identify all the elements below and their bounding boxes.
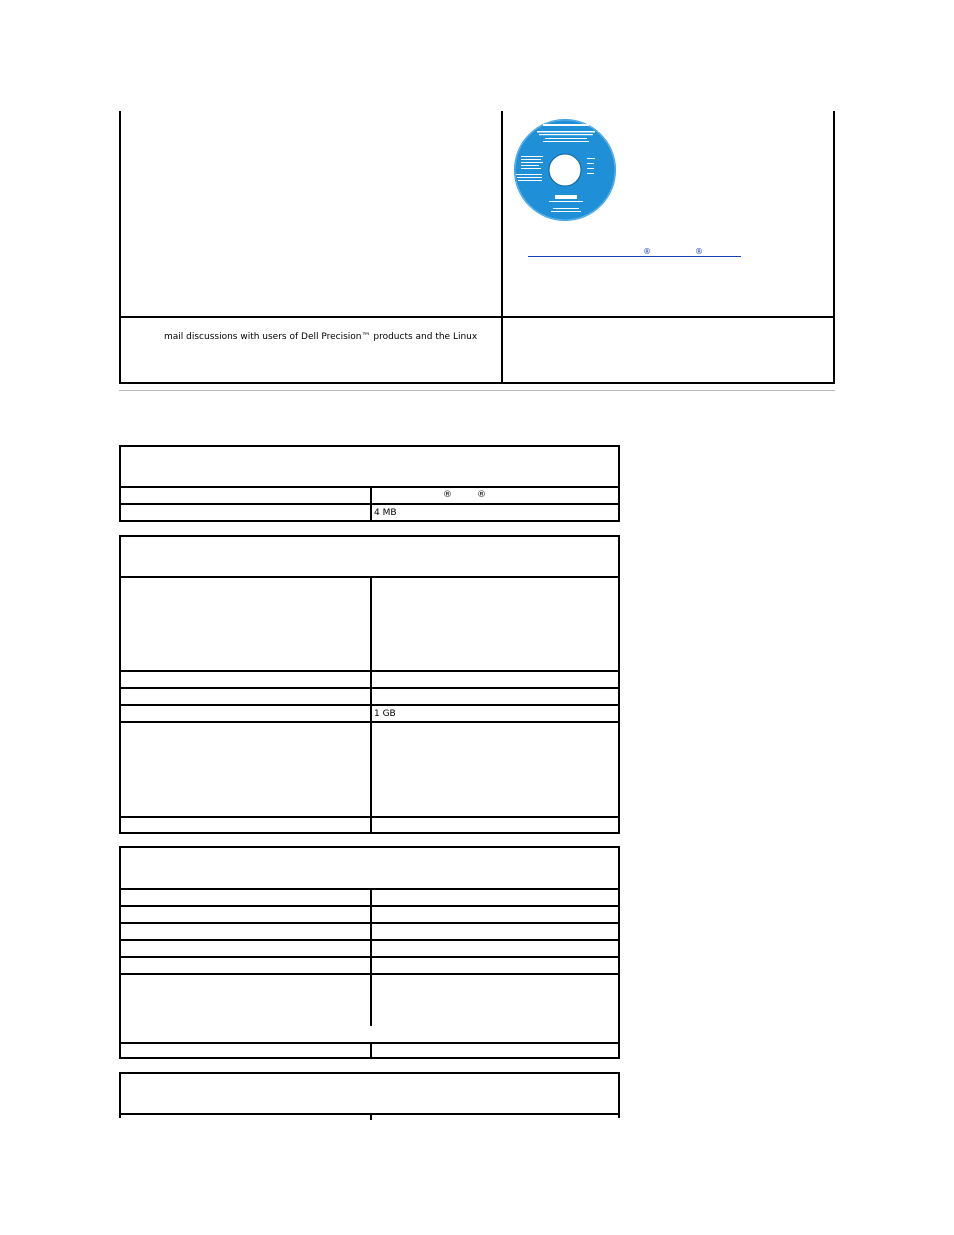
table-row (121, 1042, 618, 1059)
column-divider (370, 1044, 372, 1059)
specs-table-4 (119, 1072, 620, 1118)
column-divider (370, 578, 372, 672)
table-row (121, 816, 618, 834)
linux-mailing-list-text: mail discussions with users of Dell Precision™ products and the Linux (164, 332, 478, 342)
memory-table (119, 535, 620, 834)
section-divider (119, 390, 835, 391)
column-divider (370, 1115, 372, 1120)
cache-value: 4 MB (374, 508, 397, 518)
cd-link-underline[interactable] (528, 256, 741, 257)
top-left-border (119, 111, 121, 384)
column-divider (370, 723, 372, 818)
top-middle-border (501, 111, 503, 384)
top-right-border (833, 111, 835, 384)
memory-value: 1 GB (374, 709, 396, 719)
operating-system-cd-image (513, 118, 619, 222)
processor-registered-1: ® (443, 490, 452, 500)
top-bottom-border (119, 382, 835, 384)
top-row-separator (119, 316, 835, 318)
column-divider (370, 818, 372, 834)
processor-table (119, 445, 620, 522)
table-row (121, 973, 618, 1026)
table-row (121, 503, 618, 522)
specs-table-3 (119, 846, 620, 1059)
column-divider (370, 505, 372, 522)
column-divider (370, 975, 372, 1026)
cd-link-registered-1[interactable]: ® (643, 247, 651, 256)
table-row (121, 721, 618, 818)
table-row (121, 576, 618, 672)
processor-registered-2: ® (477, 490, 486, 500)
cd-link-registered-2[interactable]: ® (695, 247, 703, 256)
